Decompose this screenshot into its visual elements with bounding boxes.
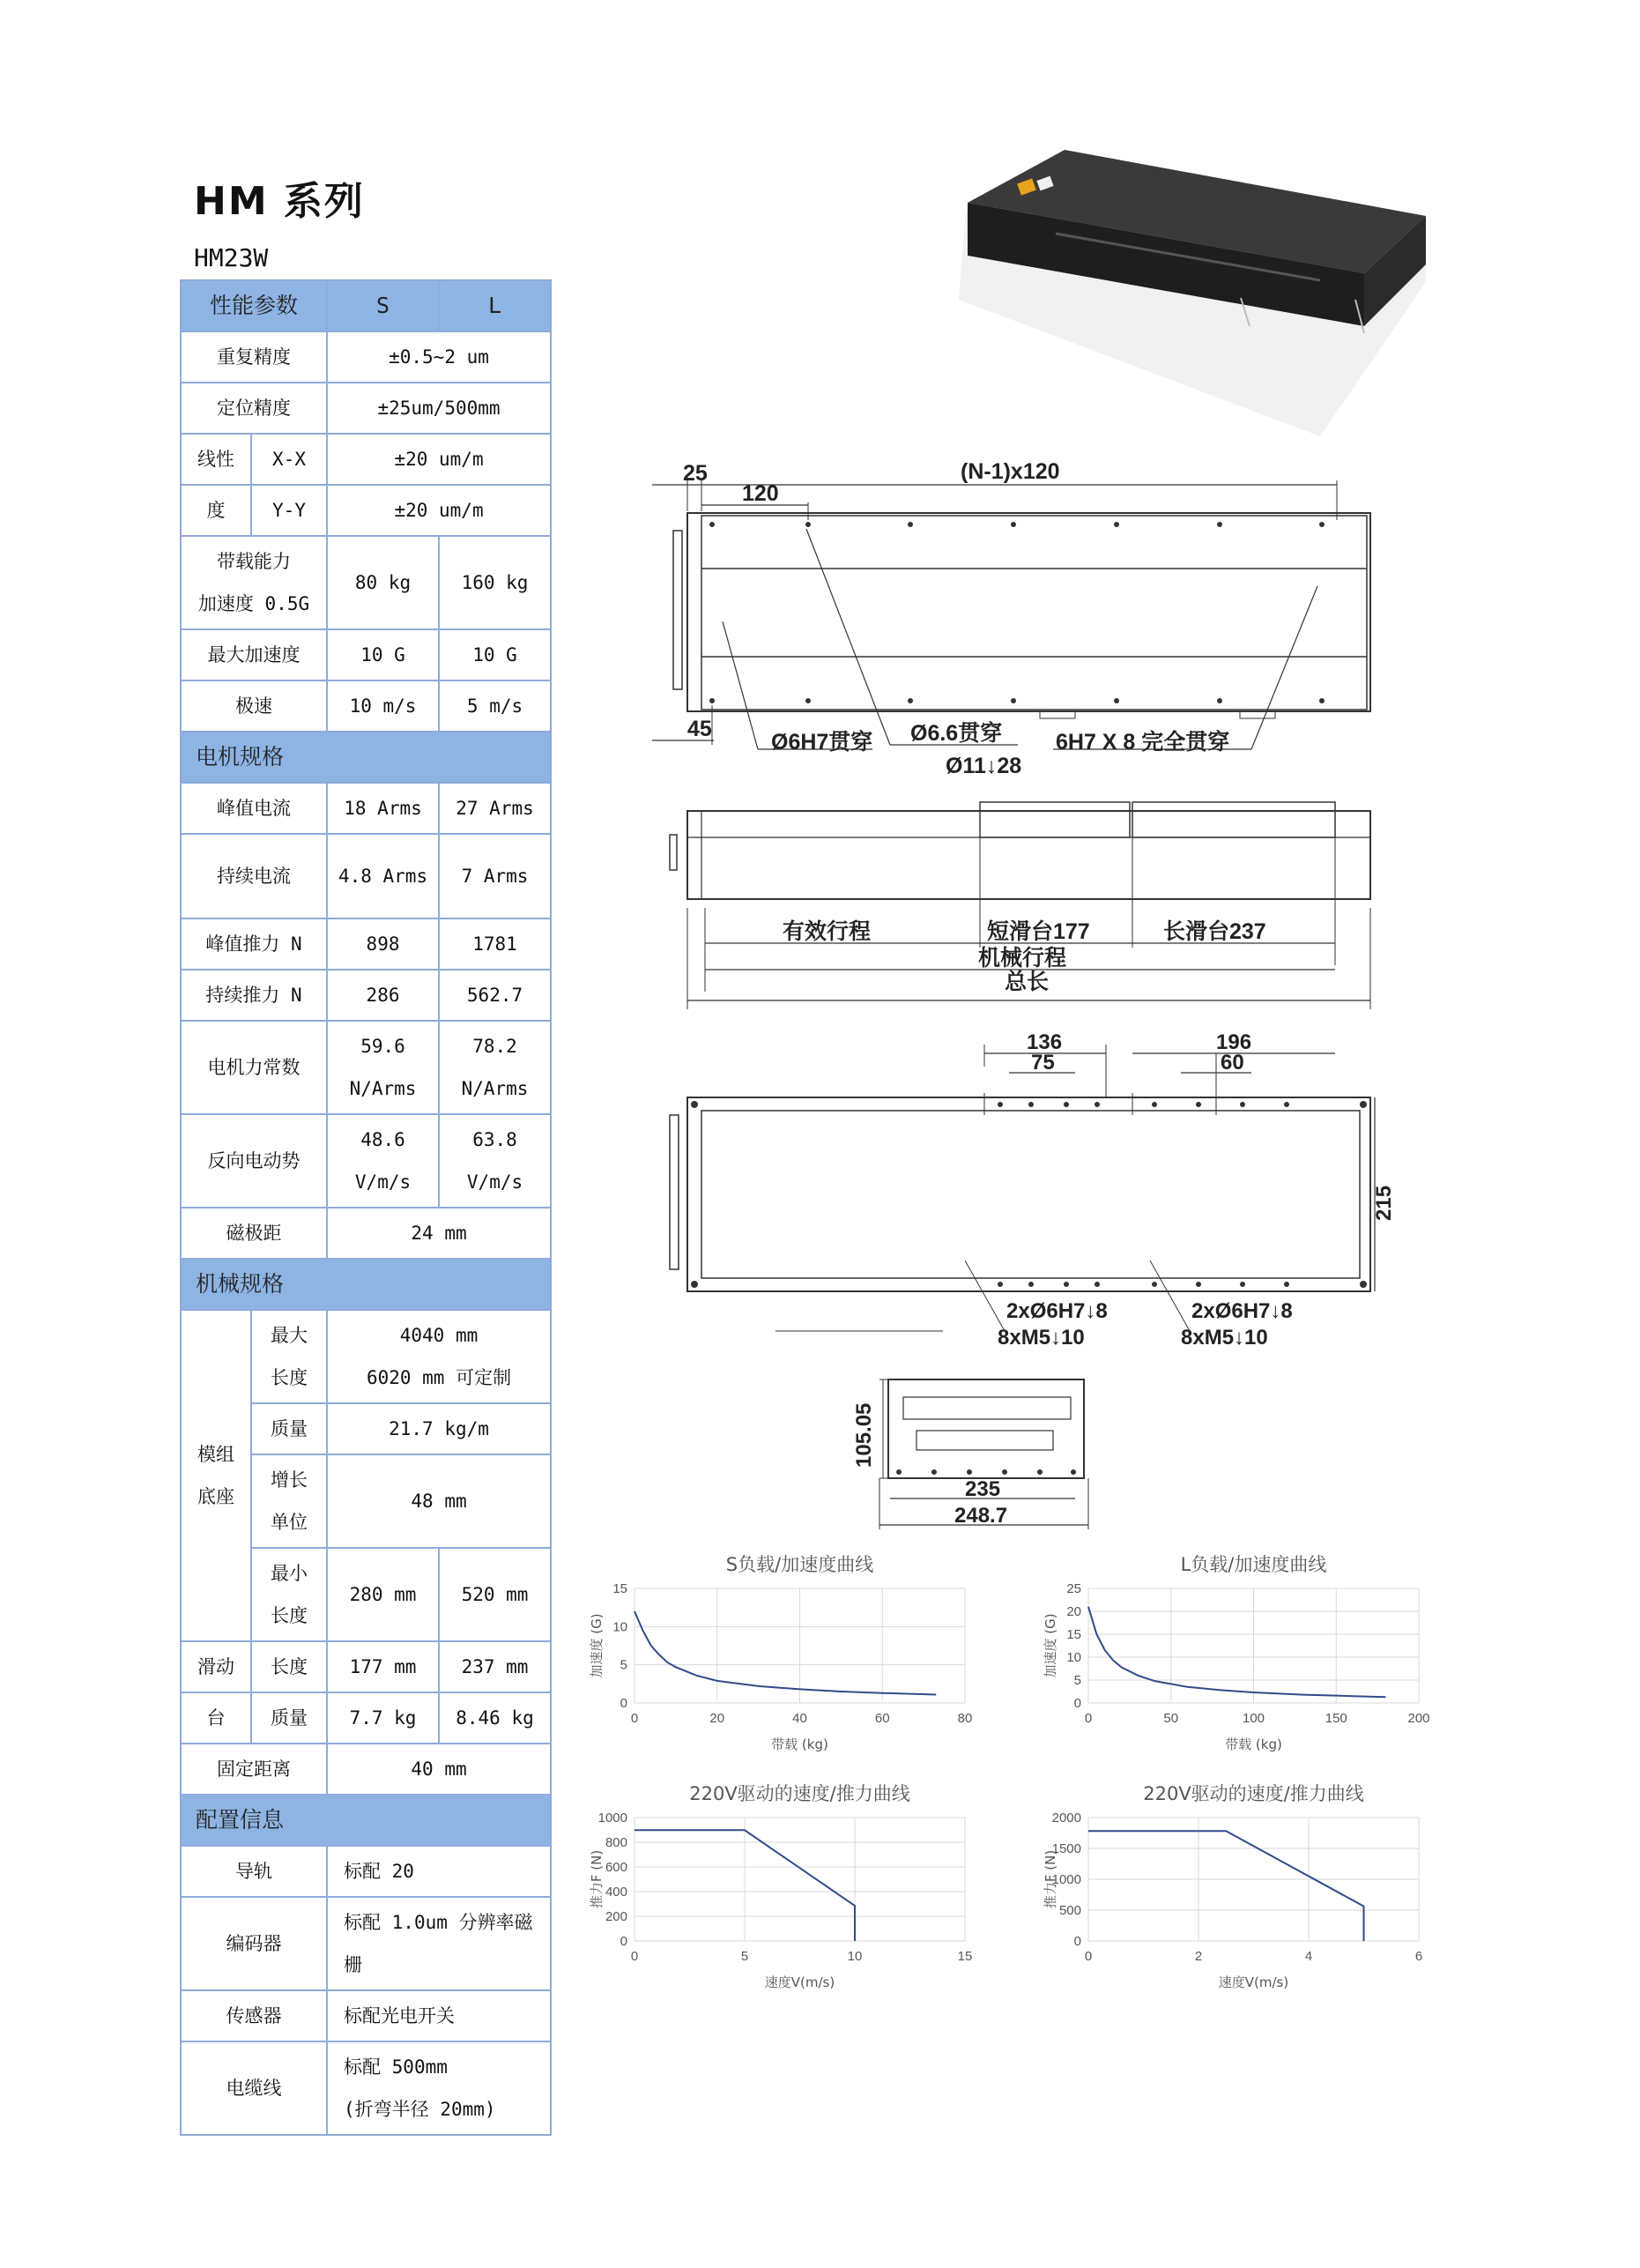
dim-pitch: (N-1)x120 bbox=[961, 459, 1060, 484]
hole-label-1: Ø6H7贯穿 bbox=[771, 730, 873, 755]
chart-title: S负载/加速度曲线 bbox=[725, 1554, 874, 1575]
plan-view bbox=[670, 1045, 1375, 1331]
x-tick-label: 0 bbox=[630, 1949, 639, 1964]
row-value-s: 10 G bbox=[327, 629, 439, 680]
section-title: 配置信息 bbox=[181, 1795, 551, 1846]
y-tick-label: 0 bbox=[1073, 1696, 1081, 1711]
x-tick-label: 10 bbox=[847, 1949, 863, 1964]
dim-105: 105.05 bbox=[852, 1402, 876, 1468]
x-tick-label: 0 bbox=[1084, 1949, 1093, 1964]
row-sublabel bbox=[251, 1454, 327, 1548]
y-tick-label: 0 bbox=[620, 1696, 627, 1711]
screw-label-a: 8xM5↓10 bbox=[998, 1326, 1085, 1350]
row-label: 定位精度 bbox=[181, 383, 327, 434]
row-label: 电机力常数 bbox=[181, 1021, 327, 1114]
row-value-l: 520 mm bbox=[439, 1548, 551, 1641]
x-tick-label: 0 bbox=[630, 1711, 639, 1726]
x-tick-label: 2 bbox=[1194, 1949, 1203, 1964]
load-label-b: 加速度 0.5G bbox=[197, 593, 310, 614]
hole-label-3: 6H7 X 8 完全贯穿 bbox=[1056, 730, 1230, 755]
x-tick-label: 100 bbox=[1242, 1711, 1265, 1726]
value-b: V/m/s bbox=[354, 1171, 412, 1193]
row-sublabel: 质量 bbox=[251, 1692, 327, 1744]
max-len-a: 最大 bbox=[271, 1325, 308, 1346]
header-s: S bbox=[327, 280, 439, 331]
x-tick-label: 5 bbox=[740, 1949, 749, 1964]
row-value-l: 8.46 kg bbox=[439, 1692, 551, 1744]
row-label bbox=[181, 536, 327, 629]
table-row bbox=[181, 629, 551, 680]
base-label-a: 模组 bbox=[197, 1444, 234, 1465]
value-a: 63.8 bbox=[472, 1129, 517, 1150]
table-row bbox=[181, 1692, 551, 1744]
pin-label-b: 2xØ6H7↓8 bbox=[1191, 1299, 1293, 1323]
top-view bbox=[652, 480, 1370, 749]
label-total-len: 总长 bbox=[1005, 970, 1050, 994]
row-value-s: 80 kg bbox=[327, 536, 439, 629]
chart-s-force bbox=[582, 1782, 987, 1994]
y-axis-label: 加速度 (G) bbox=[1043, 1613, 1058, 1678]
row-label: 最大加速度 bbox=[181, 629, 327, 680]
chart-title: L负载/加速度曲线 bbox=[1180, 1554, 1327, 1575]
dim-136: 136 bbox=[1027, 1030, 1063, 1054]
y-tick-label: 2000 bbox=[1051, 1811, 1081, 1826]
value-b: N/Arms bbox=[349, 1078, 417, 1099]
row-sublabel bbox=[251, 1548, 327, 1641]
y-axis-label: 推力F (N) bbox=[589, 1849, 605, 1909]
dim-196: 196 bbox=[1216, 1030, 1252, 1054]
x-tick-label: 6 bbox=[1414, 1949, 1423, 1964]
y-tick-label: 10 bbox=[1066, 1650, 1081, 1665]
row-value: 21.7 kg/m bbox=[327, 1403, 551, 1454]
table-row bbox=[181, 485, 551, 536]
row-sublabel: Y-Y bbox=[251, 485, 327, 536]
inc-b: 单位 bbox=[271, 1512, 308, 1533]
row-label: 持续电流 bbox=[181, 834, 327, 918]
model-name: HM23W bbox=[194, 243, 269, 272]
row-value-l: 1781 bbox=[439, 918, 551, 970]
chart-l-load bbox=[1035, 1553, 1441, 1756]
x-tick-label: 200 bbox=[1407, 1711, 1430, 1726]
row-value-s bbox=[327, 1021, 439, 1114]
row-value-l: 562.7 bbox=[439, 970, 551, 1021]
y-tick-label: 20 bbox=[1066, 1604, 1081, 1619]
linearity-label-a: 线性 bbox=[197, 449, 234, 470]
x-tick-label: 4 bbox=[1304, 1949, 1313, 1964]
row-label: 固定距离 bbox=[181, 1744, 327, 1795]
series-line bbox=[634, 1611, 936, 1695]
x-tick-label: 50 bbox=[1163, 1711, 1179, 1726]
table-row bbox=[181, 834, 551, 918]
row-label: 峰值推力 N bbox=[181, 918, 327, 970]
row-value: ±25um/500mm bbox=[327, 383, 551, 434]
dim-25: 25 bbox=[683, 461, 708, 486]
y-tick-label: 800 bbox=[605, 1835, 627, 1850]
row-sublabel: 长度 bbox=[251, 1641, 327, 1692]
table-row bbox=[181, 383, 551, 434]
row-label: 传感器 bbox=[181, 1990, 327, 2041]
section-title: 电机规格 bbox=[181, 732, 551, 783]
row-value-l: 27 Arms bbox=[439, 783, 551, 834]
y-tick-label: 1000 bbox=[597, 1811, 627, 1826]
x-axis-label: 速度V(m/s) bbox=[1218, 1974, 1289, 1990]
hole-label-2b: Ø11↓28 bbox=[946, 754, 1022, 778]
row-value-l: 7 Arms bbox=[439, 834, 551, 918]
spec-table bbox=[180, 279, 552, 2136]
slider-label-b: 台 bbox=[181, 1692, 251, 1744]
x-tick-label: 20 bbox=[709, 1711, 725, 1726]
label-long-slider: 长滑台237 bbox=[1163, 919, 1266, 944]
dim-235: 235 bbox=[965, 1477, 1001, 1501]
y-tick-label: 5 bbox=[1073, 1673, 1081, 1688]
base-label bbox=[181, 1310, 251, 1641]
row-value: 标配光电开关 bbox=[327, 1990, 551, 2041]
row-label: 编码器 bbox=[181, 1897, 327, 1990]
row-label: 极速 bbox=[181, 680, 327, 732]
table-row bbox=[181, 918, 551, 970]
dim-45: 45 bbox=[687, 717, 712, 741]
min-len-b: 长度 bbox=[271, 1605, 308, 1626]
chart-l-force bbox=[1035, 1782, 1441, 1994]
series-title: HM 系列 bbox=[194, 179, 365, 224]
row-value: 标配 20 bbox=[327, 1846, 551, 1897]
x-tick-label: 60 bbox=[874, 1711, 890, 1726]
y-tick-label: 600 bbox=[605, 1860, 627, 1875]
y-tick-label: 25 bbox=[1066, 1581, 1081, 1596]
value-a: 59.6 bbox=[360, 1036, 405, 1057]
y-tick-label: 15 bbox=[1066, 1627, 1081, 1642]
row-label: 持续推力 N bbox=[181, 970, 327, 1021]
row-sublabel: X-X bbox=[251, 434, 327, 485]
value-a: 78.2 bbox=[472, 1036, 517, 1057]
value-a: 48.6 bbox=[360, 1129, 405, 1150]
dim-75: 75 bbox=[1031, 1051, 1055, 1075]
row-value-s: 10 m/s bbox=[327, 680, 439, 732]
row-value-l: 10 G bbox=[439, 629, 551, 680]
min-len-a: 最小 bbox=[271, 1563, 308, 1584]
section-row-motor bbox=[181, 732, 551, 783]
y-tick-label: 200 bbox=[605, 1909, 627, 1924]
table-row bbox=[181, 783, 551, 834]
row-value bbox=[327, 2041, 551, 2135]
row-value: 48 mm bbox=[327, 1454, 551, 1548]
table-row bbox=[181, 331, 551, 383]
series-line bbox=[1088, 1831, 1364, 1941]
y-axis-label: 加速度 (G) bbox=[589, 1613, 605, 1678]
table-row bbox=[181, 1021, 551, 1114]
x-axis-label: 带载 (kg) bbox=[1225, 1736, 1282, 1752]
table-row bbox=[181, 680, 551, 732]
row-label: 反向电动势 bbox=[181, 1114, 327, 1208]
base-label-b: 底座 bbox=[197, 1486, 234, 1507]
x-tick-label: 150 bbox=[1325, 1711, 1347, 1726]
inc-a: 增长 bbox=[271, 1469, 308, 1491]
x-axis-label: 速度V(m/s) bbox=[764, 1974, 835, 1990]
section-row-config bbox=[181, 1795, 551, 1846]
row-value-s: 18 Arms bbox=[327, 783, 439, 834]
row-value-s: 4.8 Arms bbox=[327, 834, 439, 918]
table-row bbox=[181, 970, 551, 1021]
row-value-l bbox=[439, 1114, 551, 1208]
header-l: L bbox=[439, 280, 551, 331]
row-value-s: 898 bbox=[327, 918, 439, 970]
value-b: 6020 mm 可定制 bbox=[366, 1367, 512, 1388]
table-row bbox=[181, 1641, 551, 1692]
row-value bbox=[327, 1310, 551, 1403]
table-row bbox=[181, 2041, 551, 2135]
row-label: 电缆线 bbox=[181, 2041, 327, 2135]
y-axis-label: 推力F (N) bbox=[1043, 1849, 1058, 1909]
chart-title: 220V驱动的速度/推力曲线 bbox=[1143, 1783, 1364, 1804]
row-label: 度 bbox=[181, 485, 251, 536]
row-value: 24 mm bbox=[327, 1208, 551, 1259]
row-label: 磁极距 bbox=[181, 1208, 327, 1259]
row-label: 峰值电流 bbox=[181, 783, 327, 834]
screw-label-b: 8xM5↓10 bbox=[1181, 1326, 1268, 1350]
table-row bbox=[181, 1846, 551, 1897]
table-row bbox=[181, 1114, 551, 1208]
pin-label-a: 2xØ6H7↓8 bbox=[1006, 1299, 1108, 1323]
value-b: V/m/s bbox=[466, 1171, 523, 1193]
x-tick-label: 0 bbox=[1084, 1711, 1093, 1726]
row-value-l: 160 kg bbox=[439, 536, 551, 629]
label-eff-stroke: 有效行程 bbox=[783, 919, 872, 944]
dim-120: 120 bbox=[742, 481, 779, 506]
table-row bbox=[181, 1990, 551, 2041]
dim-60: 60 bbox=[1221, 1051, 1244, 1075]
table-row bbox=[181, 1208, 551, 1259]
row-label: 重复精度 bbox=[181, 331, 327, 383]
y-tick-label: 15 bbox=[612, 1581, 627, 1596]
row-label: 导轨 bbox=[181, 1846, 327, 1897]
chart-title: 220V驱动的速度/推力曲线 bbox=[689, 1783, 910, 1804]
row-value-l bbox=[439, 1021, 551, 1114]
row-value: ±20 um/m bbox=[327, 434, 551, 485]
table-header-row bbox=[181, 280, 551, 331]
dim-215: 215 bbox=[1372, 1185, 1396, 1221]
dim-248: 248.7 bbox=[954, 1504, 1008, 1528]
value-a: 4040 mm bbox=[399, 1325, 479, 1346]
value-b: (折弯半径 20mm) bbox=[344, 2099, 496, 2120]
y-tick-label: 0 bbox=[1073, 1934, 1081, 1949]
x-tick-label: 15 bbox=[957, 1949, 973, 1964]
section-row-mech bbox=[181, 1259, 551, 1310]
row-value: ±20 um/m bbox=[327, 485, 551, 536]
y-tick-label: 10 bbox=[612, 1619, 627, 1635]
label-mech-stroke: 机械行程 bbox=[978, 946, 1067, 970]
row-value: 40 mm bbox=[327, 1744, 551, 1795]
x-tick-label: 40 bbox=[792, 1711, 807, 1726]
table-row bbox=[181, 1897, 551, 1990]
value-b: 栅 bbox=[344, 1954, 363, 1975]
x-axis-label: 带载 (kg) bbox=[771, 1736, 828, 1752]
value-a: 标配 500mm bbox=[344, 2056, 448, 2078]
y-tick-label: 5 bbox=[620, 1657, 627, 1673]
row-value bbox=[327, 1897, 551, 1990]
y-tick-label: 0 bbox=[620, 1934, 627, 1949]
label-short-slider: 短滑台177 bbox=[987, 919, 1090, 944]
value-a: 标配 1.0um 分辨率磁 bbox=[344, 1912, 533, 1933]
row-sublabel: 质量 bbox=[251, 1403, 327, 1454]
row-value-s: 177 mm bbox=[327, 1641, 439, 1692]
row-value-s: 280 mm bbox=[327, 1548, 439, 1641]
value-b: N/Arms bbox=[461, 1078, 529, 1099]
y-tick-label: 1500 bbox=[1051, 1841, 1081, 1856]
hole-label-2: Ø6.6贯穿 bbox=[910, 721, 1003, 746]
load-label-a: 带载能力 bbox=[217, 551, 291, 572]
table-row bbox=[181, 536, 551, 629]
technical-drawing bbox=[652, 445, 1396, 1529]
x-tick-label: 80 bbox=[957, 1711, 973, 1726]
row-value-s bbox=[327, 1114, 439, 1208]
max-len-b: 长度 bbox=[271, 1367, 308, 1388]
table-row bbox=[181, 434, 551, 485]
row-value-s: 286 bbox=[327, 970, 439, 1021]
slider-label-a: 滑动 bbox=[181, 1641, 251, 1692]
y-tick-label: 500 bbox=[1058, 1903, 1081, 1918]
row-value-l: 237 mm bbox=[439, 1641, 551, 1692]
row-value-s: 7.7 kg bbox=[327, 1692, 439, 1744]
table-row bbox=[181, 1744, 551, 1795]
y-tick-label: 400 bbox=[605, 1885, 627, 1900]
table-row bbox=[181, 1310, 551, 1403]
y-tick-label: 1000 bbox=[1051, 1872, 1081, 1887]
row-sublabel bbox=[251, 1310, 327, 1403]
row-label bbox=[181, 434, 251, 485]
section-title: 机械规格 bbox=[181, 1259, 551, 1310]
header-param: 性能参数 bbox=[181, 280, 327, 331]
row-value: ±0.5~2 um bbox=[327, 331, 551, 383]
series-line bbox=[1088, 1607, 1386, 1697]
row-value-l: 5 m/s bbox=[439, 680, 551, 732]
product-photo bbox=[950, 150, 1426, 441]
chart-s-load bbox=[582, 1553, 987, 1756]
